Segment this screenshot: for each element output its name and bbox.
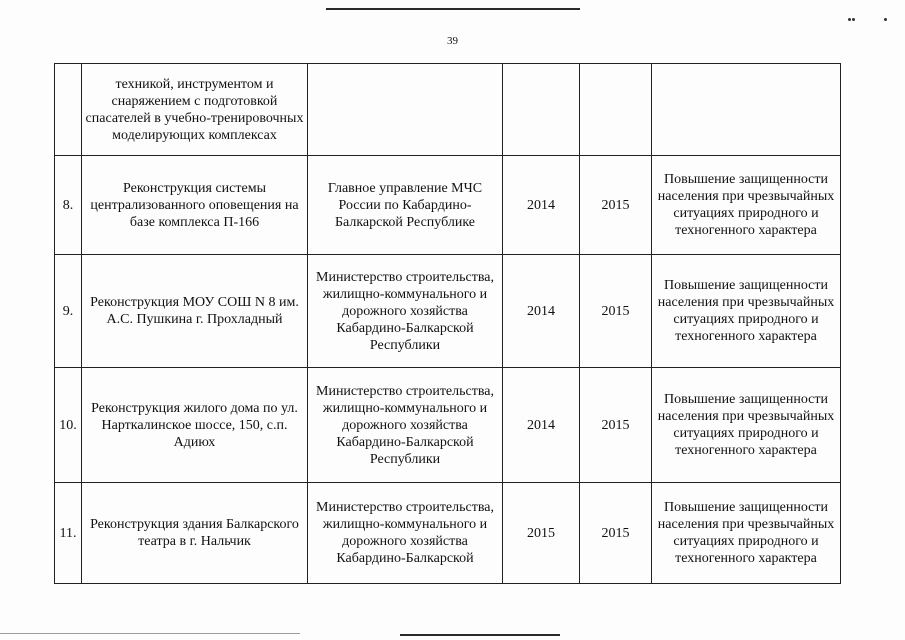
bottom-rule — [0, 633, 300, 634]
measures-table — [54, 63, 841, 584]
start-year: 2014 — [503, 368, 580, 483]
measure-name: Реконструкция здания Балкарского театра в г. Нальчик — [82, 483, 308, 584]
start-year: 2015 — [503, 483, 580, 584]
row-number: 9. — [55, 255, 82, 368]
scan-speck — [884, 18, 887, 21]
measure-name: Реконструкция МОУ СОШ N 8 им. А.С. Пушкина г. Прохладный — [82, 255, 308, 368]
table-row — [55, 483, 841, 584]
table-row — [55, 64, 841, 156]
row-number: 8. — [55, 156, 82, 255]
executor: Главное управление МЧС России по Кабардино-Балкарской Республике — [308, 156, 503, 255]
start-year: 2014 — [503, 156, 580, 255]
executor — [308, 64, 503, 156]
measure-name: техникой, инструментом и снаряжением с подготовкой спасателей в учебно-тренировочных моделирующих комплексах — [82, 64, 308, 156]
expected-result: Повышение защищенности населения при чрезвычайных ситуациях природного и техногенного характера — [652, 156, 841, 255]
row-number: 10. — [55, 368, 82, 483]
table-row — [55, 255, 841, 368]
end-year: 2015 — [580, 156, 652, 255]
executor: Министерство строительства, жилищно-коммунального и дорожного хозяйства Кабардино-Балкарской — [308, 483, 503, 584]
expected-result: Повышение защищенности населения при чрезвычайных ситуациях природного и техногенного характера — [652, 483, 841, 584]
scan-speck — [852, 18, 855, 21]
end-year — [580, 64, 652, 156]
expected-result: Повышение защищенности населения при чрезвычайных ситуациях природного и техногенного характера — [652, 255, 841, 368]
start-year — [503, 64, 580, 156]
table-row — [55, 368, 841, 483]
row-number: 11. — [55, 483, 82, 584]
executor: Министерство строительства, жилищно-коммунального и дорожного хозяйства Кабардино-Балкарской Республики — [308, 255, 503, 368]
expected-result — [652, 64, 841, 156]
expected-result: Повышение защищенности населения при чрезвычайных ситуациях природного и техногенного характера — [652, 368, 841, 483]
start-year: 2014 — [503, 255, 580, 368]
end-year: 2015 — [580, 255, 652, 368]
measure-name: Реконструкция системы централизованного оповещения на базе комплекса П-166 — [82, 156, 308, 255]
bottom-rule — [400, 634, 560, 636]
page-number: 39 — [447, 35, 458, 47]
measure-name: Реконструкция жилого дома по ул. Нарткалинское шоссе, 150, с.п. Адиюх — [82, 368, 308, 483]
executor: Министерство строительства, жилищно-коммунального и дорожного хозяйства Кабардино-Балкарской Республики — [308, 368, 503, 483]
scan-speck — [848, 18, 851, 21]
end-year: 2015 — [580, 368, 652, 483]
table-row — [55, 156, 841, 255]
row-number — [55, 64, 82, 156]
top-rule — [326, 8, 580, 10]
end-year: 2015 — [580, 483, 652, 584]
